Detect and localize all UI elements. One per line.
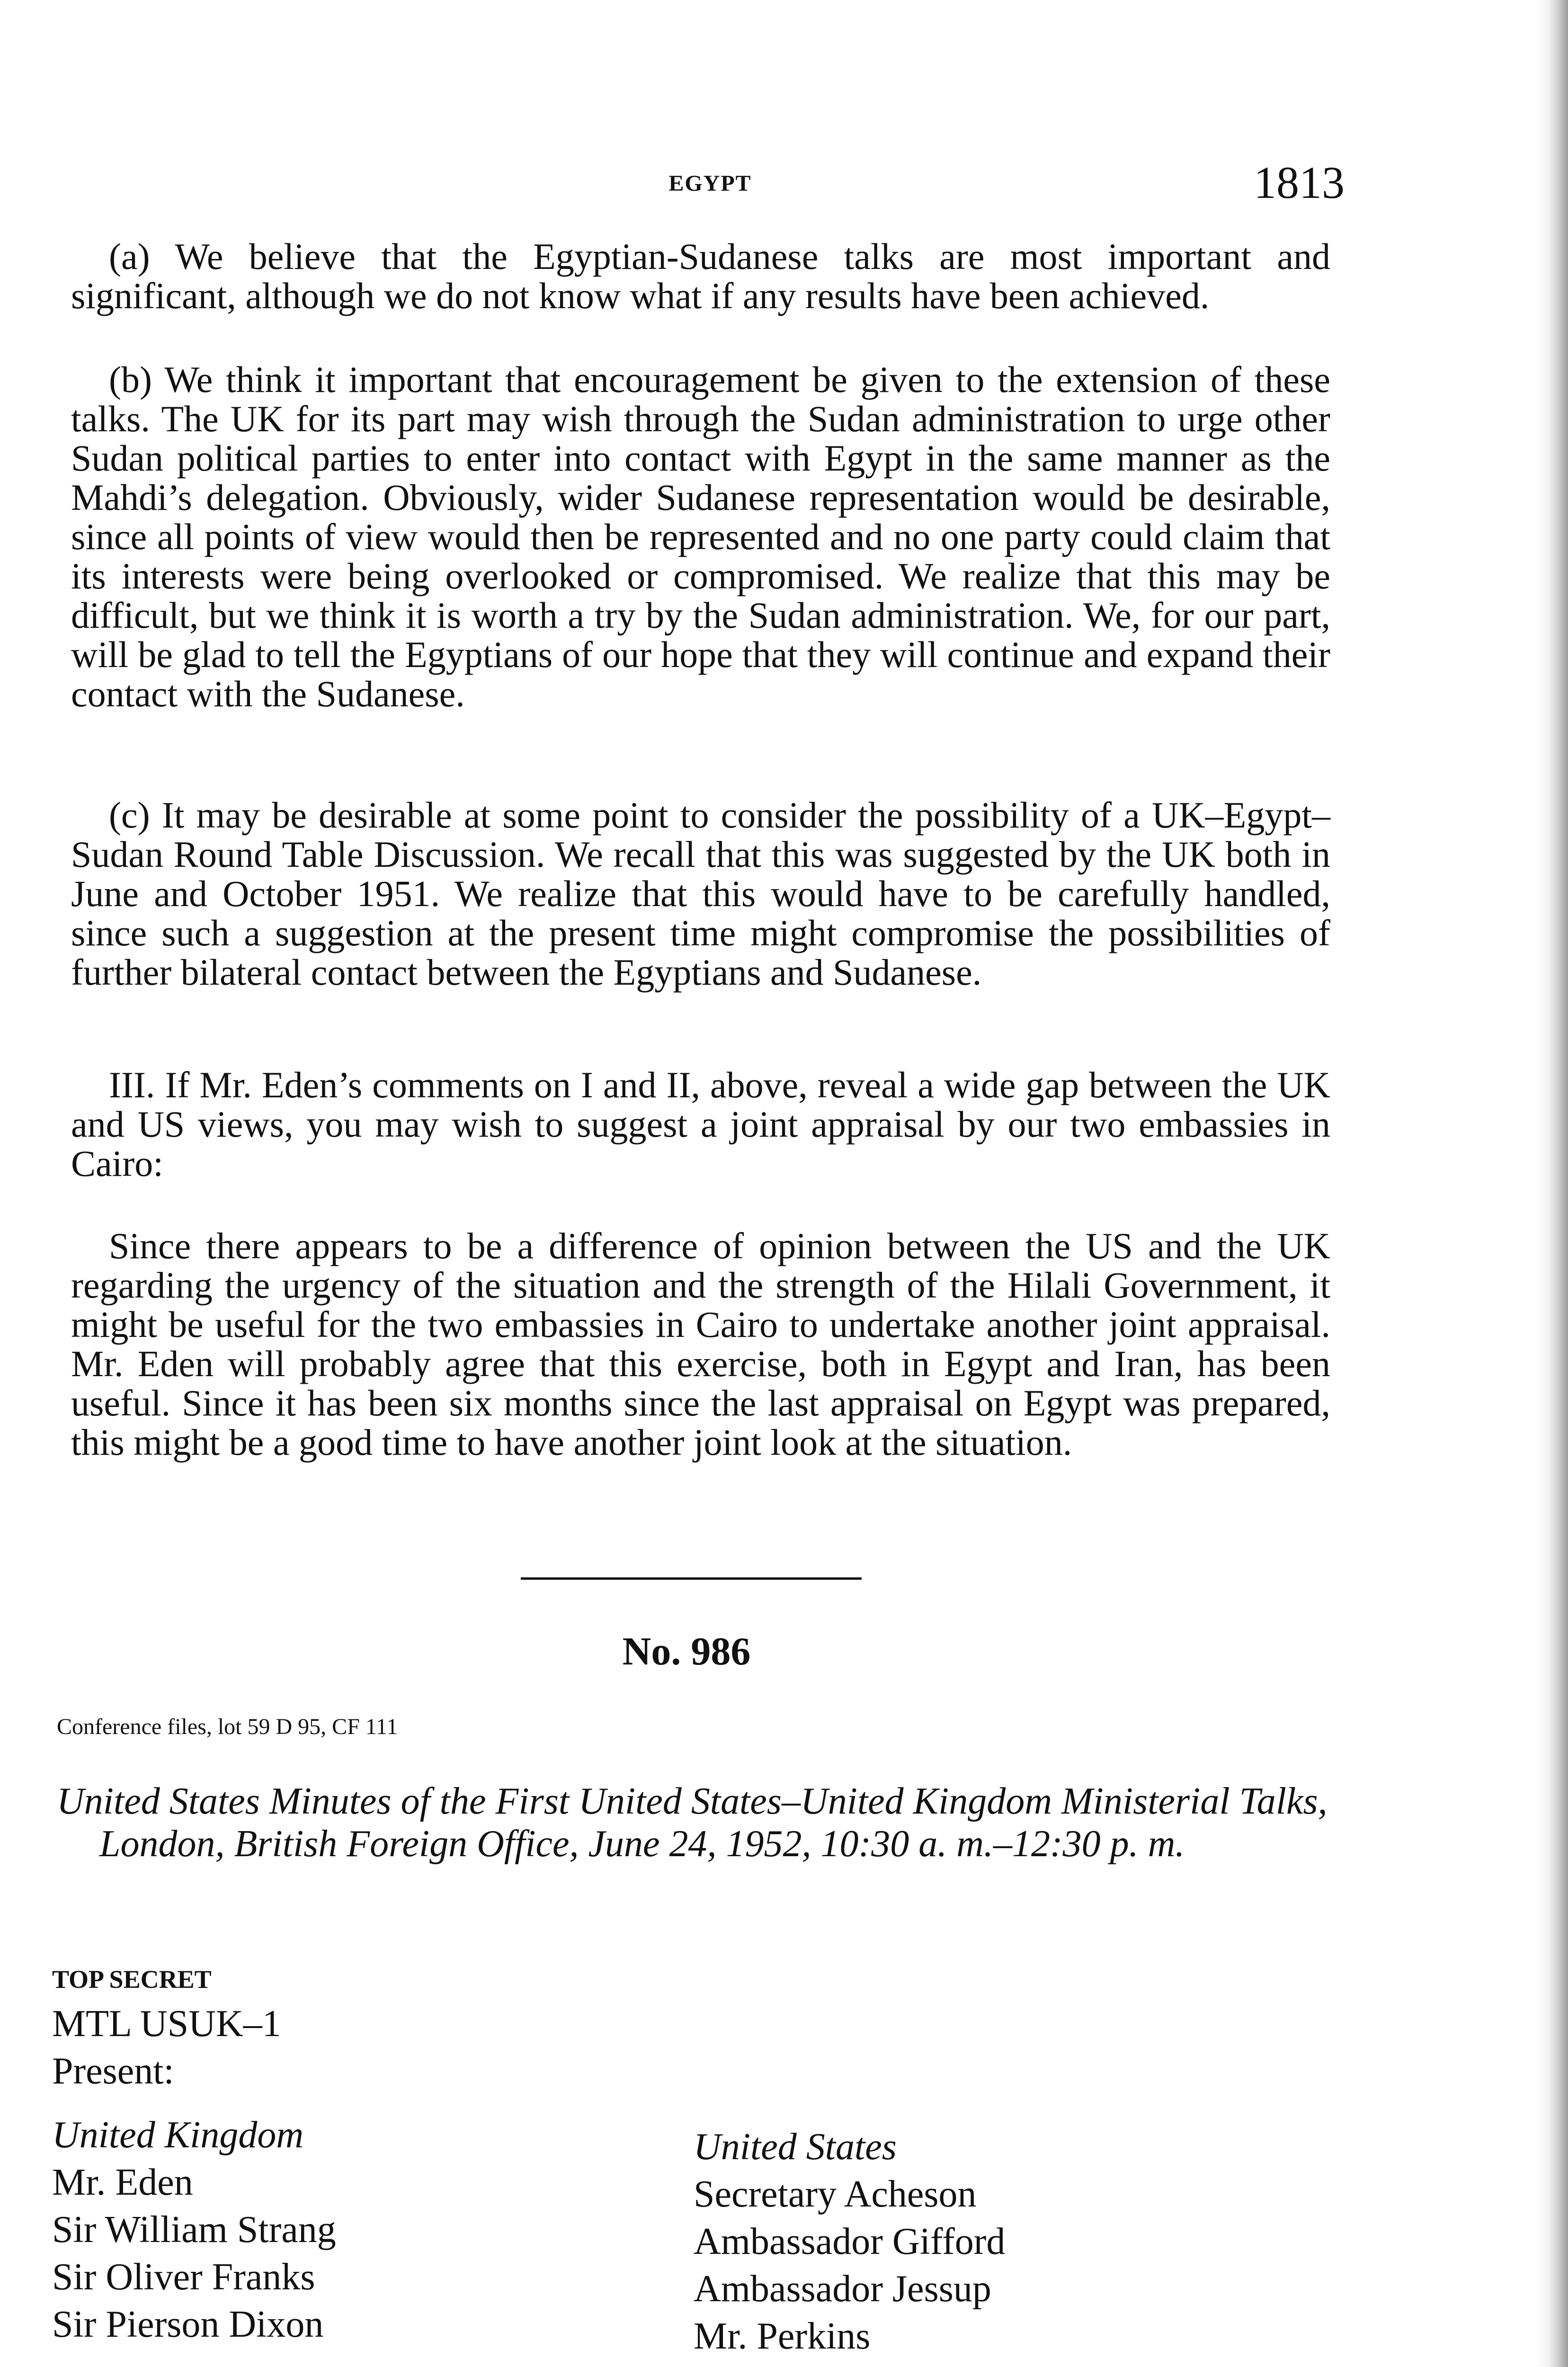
running-header-title: EGYPT <box>668 171 752 196</box>
uk-attendees-heading: United Kingdom <box>52 2114 304 2156</box>
document-title: United States Minutes of the First United States–United Kingdom Ministerial Talks, London, British Foreign Office, June 24, 1952, 10:30 a. m.–12:30 p. m. <box>57 1780 1327 1865</box>
uk-attendee: Sir William Strang <box>52 2209 336 2251</box>
paragraph-a-text: (a) We believe that the Egyptian-Sudanese talks are most important and significant, although we do not know what if any results have been achieved. <box>71 236 1330 316</box>
paragraph-iii-text: III. If Mr. Eden’s comments on I and II, above, reveal a wide gap between the UK and US views, you may wish to suggest a joint appraisal by our two embassies in Cairo: <box>71 1064 1330 1184</box>
document-number: No. 986 <box>622 1629 751 1673</box>
paragraph-b <box>71 360 1330 713</box>
us-attendee: Mr. Perkins <box>694 2315 871 2357</box>
us-attendee: Secretary Acheson <box>694 2173 977 2215</box>
source-note: Conference files, lot 59 D 95, CF 111 <box>57 1714 398 1739</box>
paragraph-iii <box>71 1065 1330 1183</box>
uk-attendee: Mr. Eden <box>52 2162 193 2203</box>
paragraph-a <box>71 237 1330 315</box>
uk-attendees <box>52 2111 526 2348</box>
document-code: MTL USUK–1 <box>52 2003 281 2045</box>
classification-label: TOP SECRET <box>52 1965 212 1993</box>
us-attendees-heading: United States <box>694 2126 897 2168</box>
page-number: 1813 <box>1254 157 1345 208</box>
uk-attendee: Sir Pierson Dixon <box>52 2304 324 2345</box>
section-divider <box>521 1577 862 1580</box>
us-attendee: Ambassador Jessup <box>694 2268 991 2310</box>
paragraph-c-text: (c) It may be desirable at some point to consider the possibility of a UK–Egypt–Sudan Round Table Discussion. We recall that this was suggested by the UK both in June and October 1951. We realize that this would have to be carefully handled, since such a suggestion at the present time might compromise the possibilities of further bilateral contact between the Egyptians and Sudanese. <box>71 794 1330 993</box>
paragraph-joint-appraisal-text: Since there appears to be a difference of opinion between the US and the UK regarding the urgency of the situation and the strength of the Hilali Government, it might be useful for the two embassies in Cairo to undertake another joint appraisal. Mr. Eden will probably agree that this exercise, both in Egypt and Iran, has been useful. Since it has been six months since the last appraisal on Egypt was prepared, this might be a good time to have another joint look at the situation. <box>71 1225 1330 1463</box>
paragraph-joint-appraisal <box>71 1226 1330 1462</box>
us-attendee: Ambassador Gifford <box>694 2221 1006 2262</box>
page-edge-shadow <box>1535 0 1568 2367</box>
us-attendees <box>694 2123 1167 2360</box>
paragraph-b-text: (b) We think it important that encouragement be given to the extension of these talks. The UK for its part may wish through the Sudan administration to urge other Sudan political parties to enter into contact with Egypt in the same manner as the Mahdi’s delegation. Obviously, wider Sudanese representation would be desirable, since all points of view would then be represented and no one party could claim that its interests were being overlooked or compromised. We realize that this may be difficult, but we think it is worth a try by the Sudan administration. We, for our part, will be glad to tell the Egyptians of our hope that they will continue and expand their contact with the Sudanese. <box>71 359 1330 714</box>
present-label: Present: <box>52 2050 174 2092</box>
uk-attendee: Sir Oliver Franks <box>52 2256 315 2298</box>
paragraph-c <box>71 795 1330 992</box>
